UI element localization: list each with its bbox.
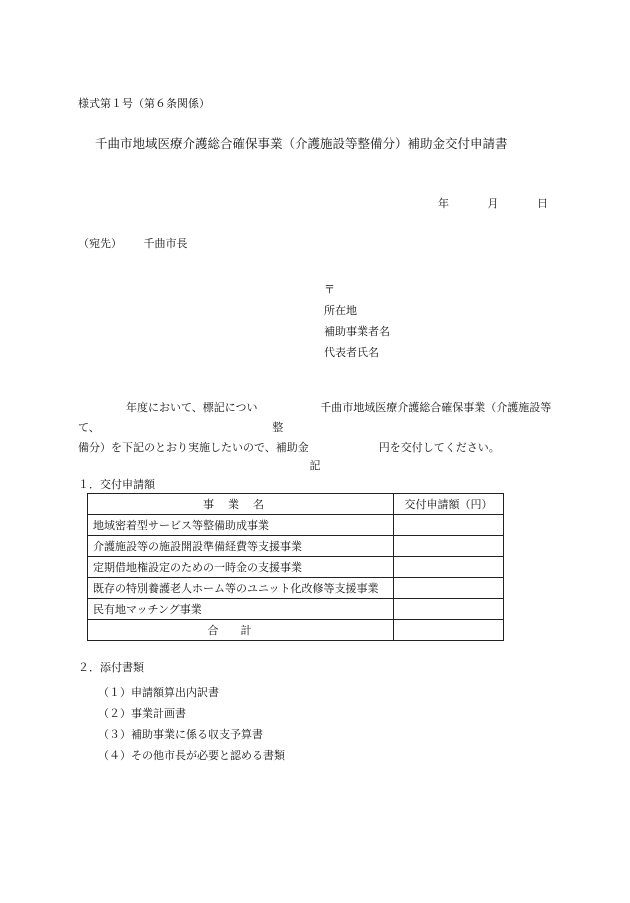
amount-cell — [394, 578, 504, 599]
address-label: 所在地 — [324, 304, 357, 317]
table-total-row — [88, 620, 504, 641]
project-name: 定期借地権設定のための一時金の支援事業 — [88, 557, 394, 578]
list-item: （３）補助事業に係る収支予算書 — [98, 728, 263, 741]
project-name: 地域密着型サービス等整備助成事業 — [88, 515, 394, 536]
table-header-row — [88, 494, 504, 515]
date-day-label: 日 — [537, 197, 548, 210]
ki-heading: 記 — [309, 459, 321, 472]
request-line-1-end: 千曲市地域医療介護総合確保事業（介護施設等整 — [272, 401, 552, 434]
date-year-label: 年 — [438, 197, 449, 210]
project-name: 民有地マッチング事業 — [88, 599, 394, 620]
section2-heading: ２．添付書類 — [78, 661, 144, 674]
postal-mark: 〒 — [324, 283, 335, 296]
applicant-block — [324, 279, 390, 363]
form-number: 様式第１号（第６条関係） — [78, 97, 210, 110]
document-title: 千曲市地域医療介護総合確保事業（介護施設等整備分）補助金交付申請書 — [95, 136, 508, 151]
request-body — [78, 398, 552, 458]
section1-heading: １．交付申請額 — [78, 478, 155, 491]
table-row — [88, 515, 504, 536]
request-line-1-start: 年度において、標記について、 — [78, 401, 258, 434]
request-line-2 — [78, 438, 552, 458]
amount-cell — [394, 557, 504, 578]
addressee-label: （宛先） — [78, 237, 122, 250]
request-line-2-start: 備分）を下記のとおり実施したいので、補助金 — [78, 441, 309, 454]
date-line — [438, 197, 548, 211]
table-row — [88, 536, 504, 557]
amount-cell — [394, 536, 504, 557]
list-item: （２）事業計画書 — [98, 707, 186, 720]
total-label: 合計 — [88, 620, 394, 641]
list-item: （４）その他市長が必要と認める書類 — [98, 749, 285, 762]
project-name: 介護施設等の施設開設準備経費等支援事業 — [88, 536, 394, 557]
amount-cell — [394, 515, 504, 536]
column-header-project: 事業名 — [88, 494, 394, 515]
date-month-label: 月 — [487, 197, 499, 210]
attachment-list — [98, 682, 285, 766]
table-row — [88, 599, 504, 620]
request-line-2-end: 円を交付してください。 — [378, 441, 500, 454]
representative-label: 代表者氏名 — [324, 346, 379, 359]
table-row — [88, 557, 504, 578]
amount-cell — [394, 599, 504, 620]
application-amount-table — [87, 493, 504, 641]
list-item: （１）申請額算出内訳書 — [98, 686, 219, 699]
request-line-1 — [78, 398, 552, 438]
project-name: 既存の特別養護老人ホーム等のユニット化改修等支援事業 — [88, 578, 394, 599]
addressee-name: 千曲市長 — [143, 237, 188, 250]
column-header-amount: 交付申請額（円） — [394, 494, 504, 515]
table-row — [88, 578, 504, 599]
addressee — [78, 237, 188, 251]
operator-label: 補助事業者名 — [324, 325, 390, 338]
total-amount-cell — [394, 620, 504, 641]
